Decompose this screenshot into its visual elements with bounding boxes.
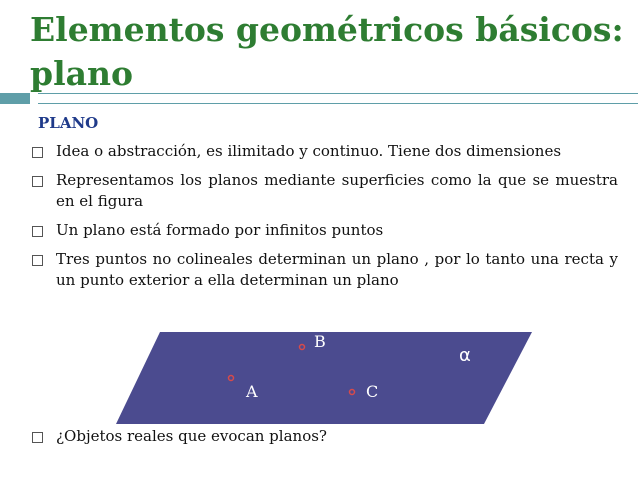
bullet-text: Tres puntos no colineales determinan un plano , por lo tanto una recta y un punto exterior a ella determinan un plano [56,250,618,289]
slide-title: Elementos geométricos básicos: plano [30,10,624,93]
bullet-text: Un plano está formado por infinitos puntos [56,221,384,239]
section-heading: PLANO [38,114,99,132]
plane-alpha-label: α [459,345,471,366]
point-a-label: A [246,382,258,401]
bullet-text: Idea o abstracción, es ilimitado y continuo. Tiene dos dimensiones [56,142,562,160]
point-c-label: C [366,382,379,401]
bullet-list-bottom [30,426,618,455]
bullet-text: ¿Objetos reales que evocan planos? [56,427,327,445]
bullet-box-icon [32,432,43,443]
bullet-text: Representamos los planos mediante superficies como la que se muestra en el figura [56,171,618,210]
point-b-label: B [314,332,326,351]
bullet-item [30,426,618,447]
